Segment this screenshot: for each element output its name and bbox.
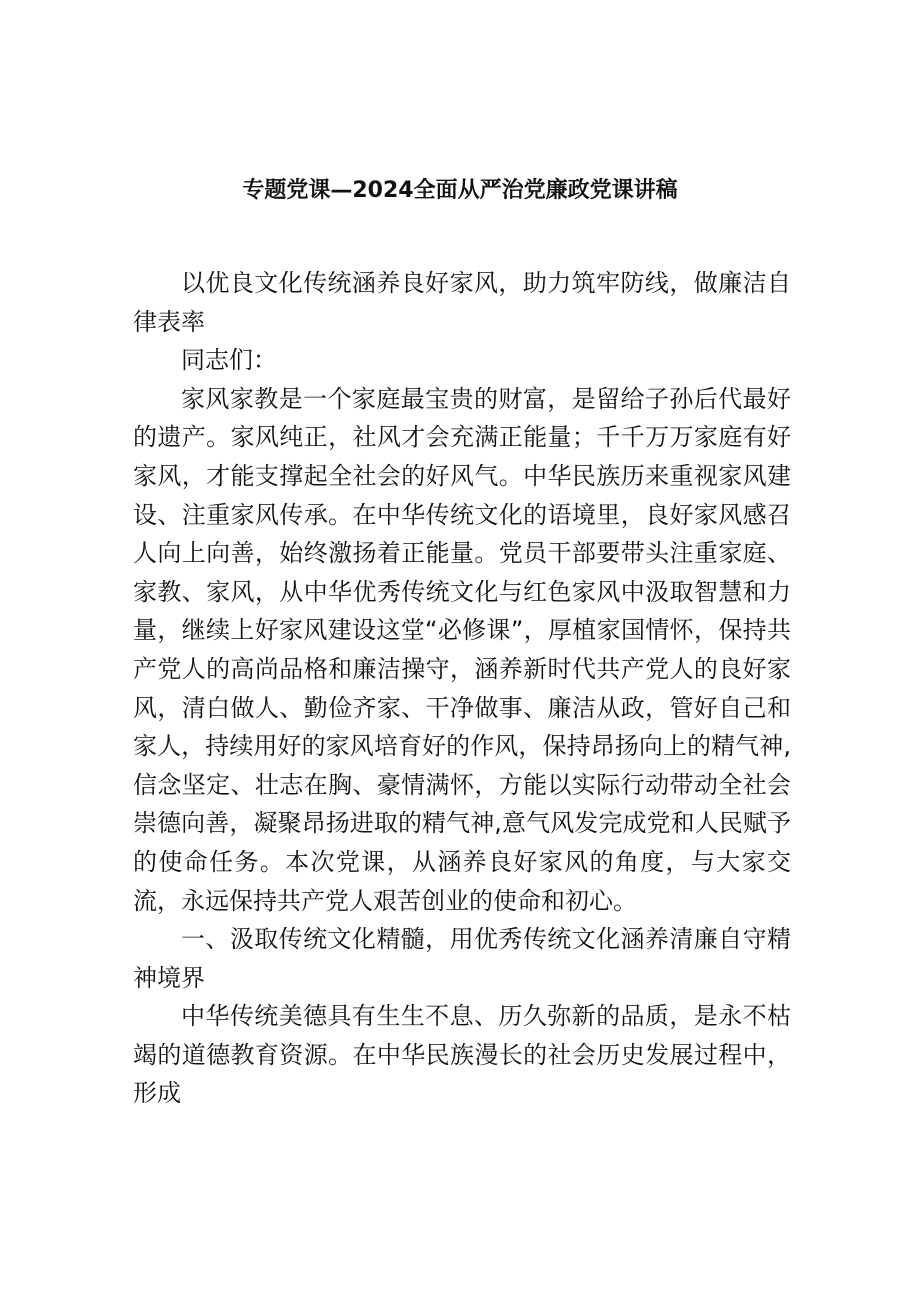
salutation: 同志们： bbox=[181, 346, 277, 375]
document-body bbox=[133, 264, 791, 1113]
body-paragraph: 家风家教是一个家庭最宝贵的财富，是留给子孙后代最好的遗产。家风纯正，社风才会充满正能量；千千万万家庭有好家风，才能支撑起全社会的好风气。中华民族历来重视家风建设、注重家风传承。在中华传统文化的语境里，良好家风感召人向上向善，始终激扬着正能量。党员干部要带头注重家庭、家教、家风，从中华优秀传统文化与红色家风中汲取智慧和力量，继续上好家风建设这堂“必修课”，厚植家国情怀，保持共产党人的高尚品格和廉洁操守，涵养新时代共产党人的良好家风，清白做人、勤俭齐家、干净做事、廉洁从政，管好自己和家人，持续用好的家风培育好的作风，保持昂扬向上的精气神,信念坚定、壮志在胸、豪情满怀，方能以实际行动带动全社会崇德向善，凝聚昂扬进取的精气神,意气风发完成党和人民赋予的使命任务。本次党课，从涵养良好家风的角度，与大家交流，永远保持共产党人艰苦创业的使命和初心。 bbox=[133, 384, 791, 915]
subtitle-paragraph: 以优良文化传统涵养良好家风，助力筑牢防线，做廉洁自律表率 bbox=[133, 269, 791, 336]
body-paragraph: 中华传统美德具有生生不息、历久弥新的品质，是永不枯竭的道德教育资源。在中华民族漫长的社会历史发展过程中，形成 bbox=[133, 1002, 791, 1108]
document-title: 专题党课—2024全面从严治党廉政党课讲稿 bbox=[242, 178, 678, 203]
section-heading: 一、汲取传统文化精髓，用优秀传统文化涵养清廉自守精神境界 bbox=[133, 925, 791, 992]
